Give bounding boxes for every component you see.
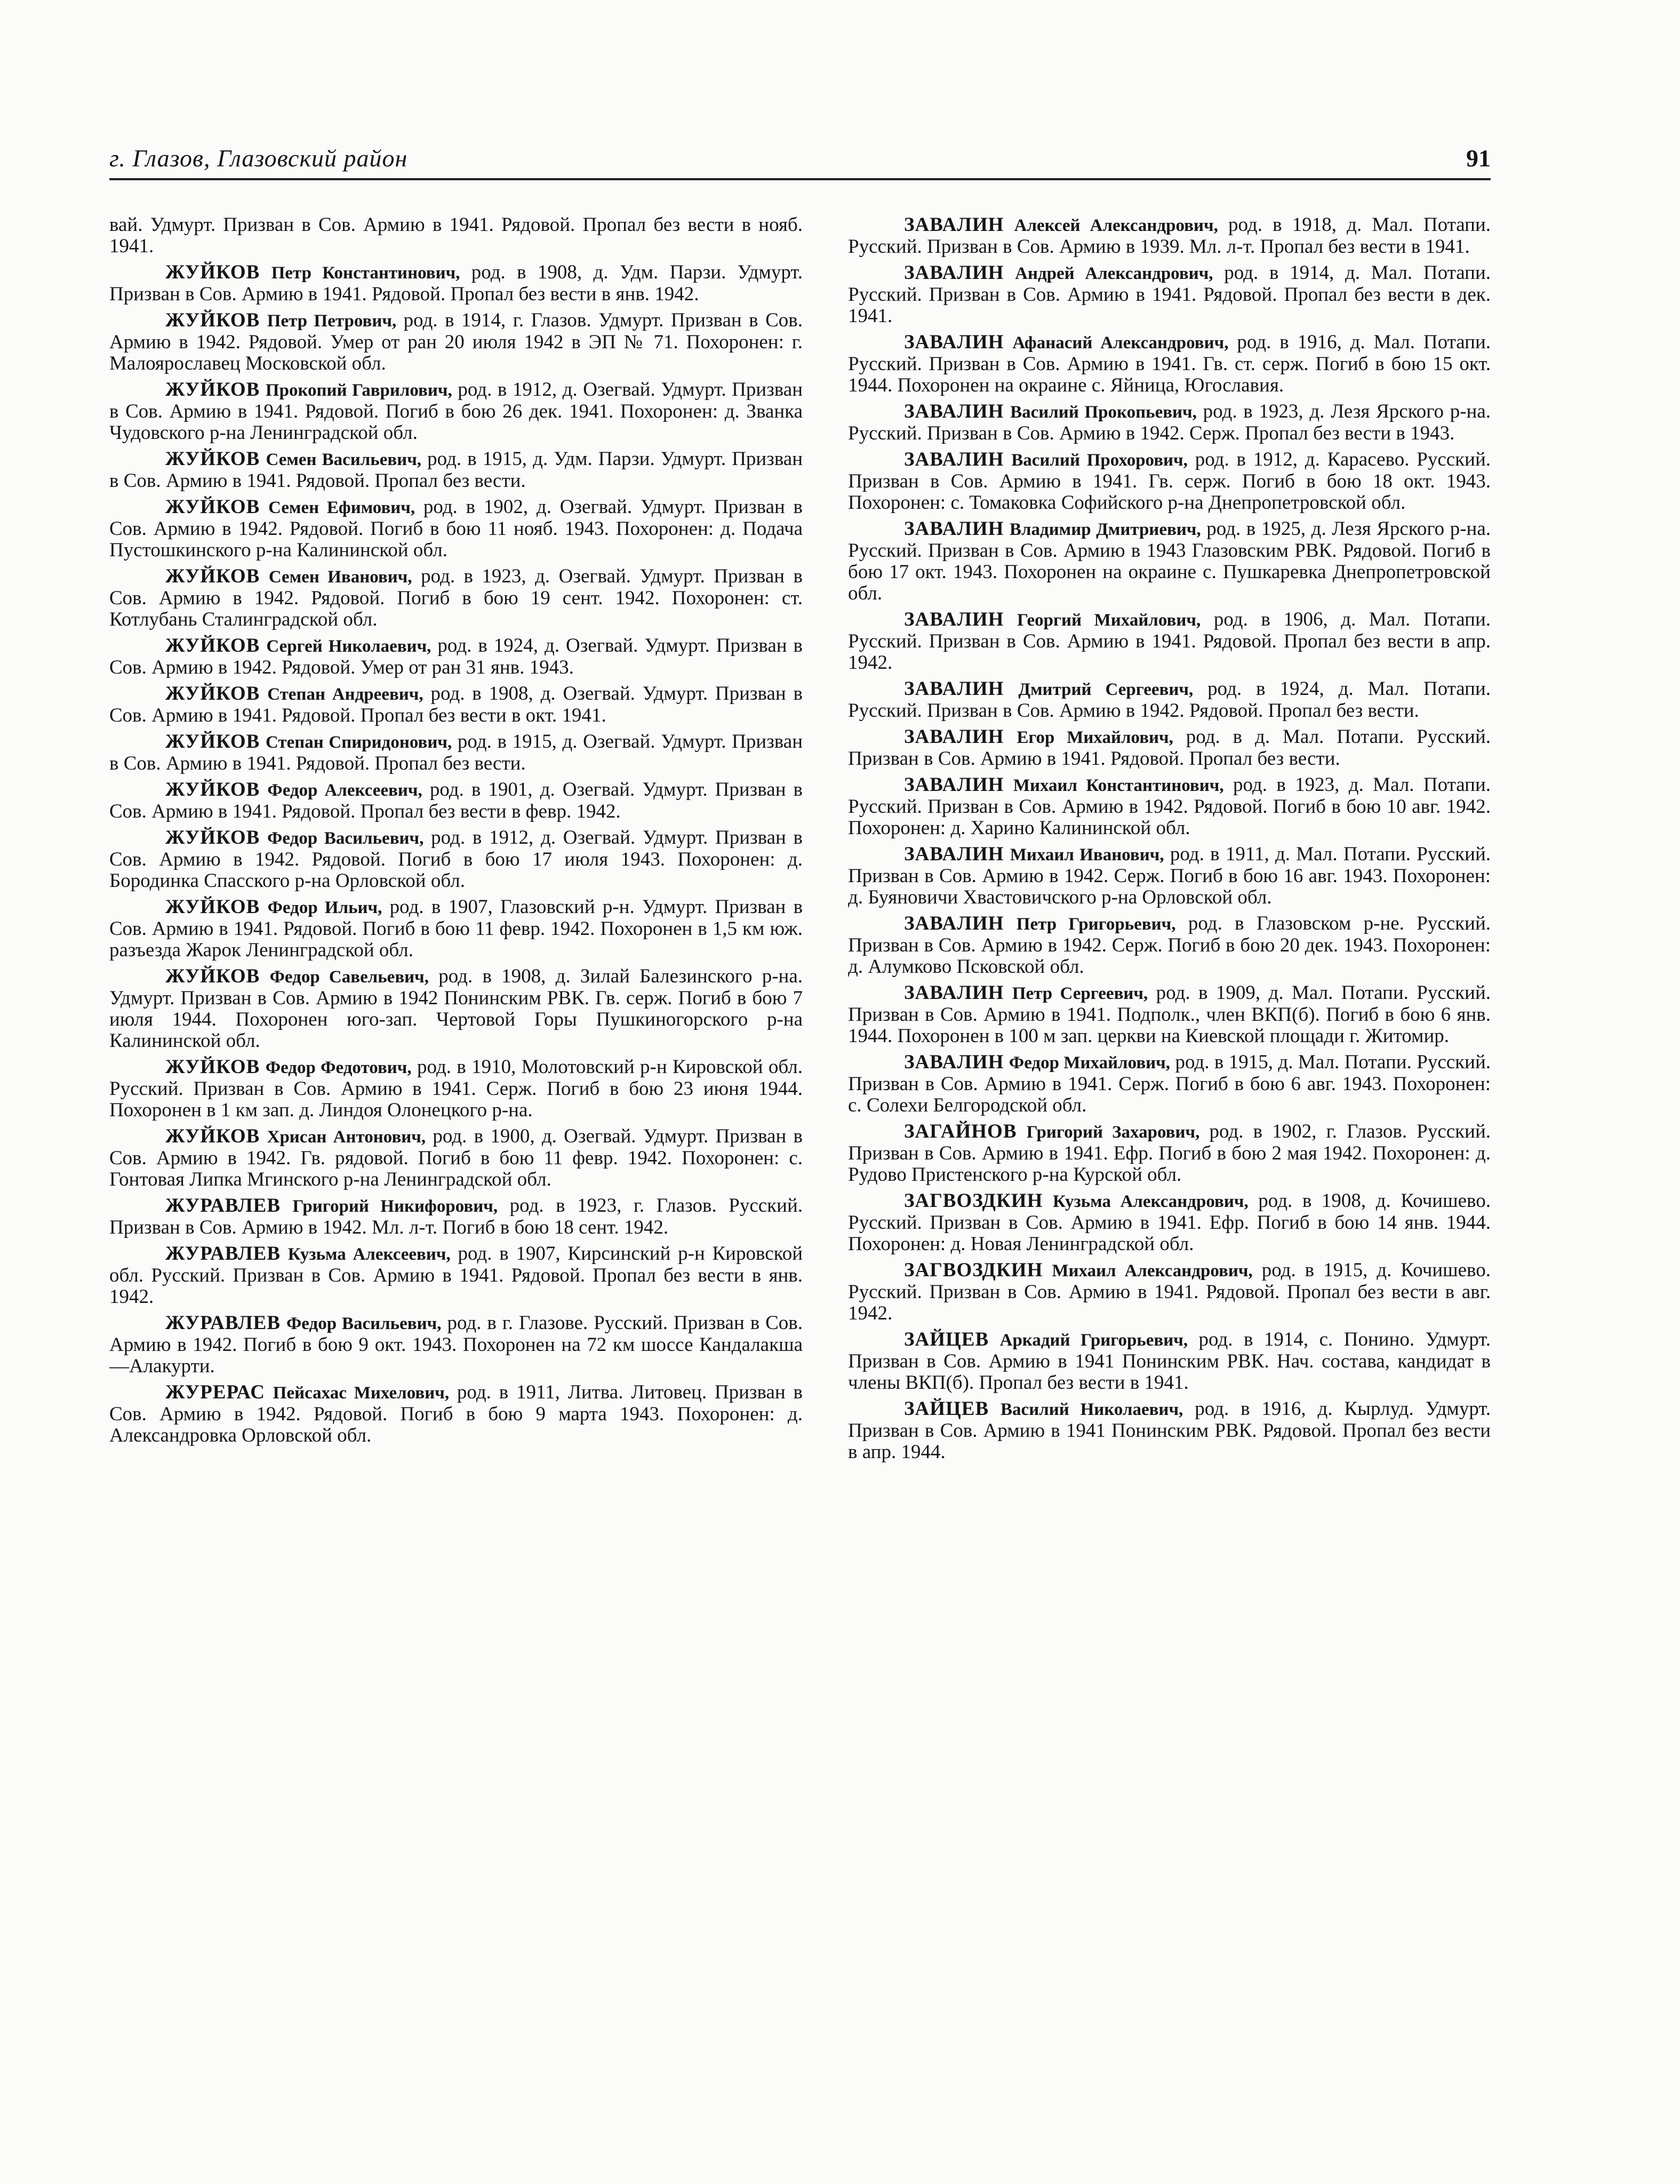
given-names: Василий Прокопьевич, — [1010, 403, 1197, 422]
entry-text: род. в 1907, Глазовский р-н. Удмурт. Призван в Сов. Армию в 1941. Рядовой. Погиб в бою 11 февр. 1942. Похоронен в 1,5 км юж. разъезда Жарок Ленинградской обл. — [109, 896, 803, 961]
given-names: Сергей Николаевич, — [266, 637, 431, 656]
entry-text: род. в г. Глазове. Русский. Призван в Сов. Армию в 1942. Погиб в бою 9 окт. 1943. Похоронен на 72 км шоссе Кандалакша—Алакурти. — [109, 1312, 803, 1377]
entry-text: род. в 1923, д. Лезя Ярского р-на. Русский. Призван в Сов. Армию в 1942. Серж. Пропал без вести в 1943. — [848, 401, 1491, 444]
page-header — [109, 144, 1491, 180]
entry-text: род. в 1914, д. Мал. Потапи. Русский. Призван в Сов. Армию в 1941. Рядовой. Пропал без вести в дек. 1941. — [848, 262, 1491, 327]
surname: ЗАЙЦЕВ — [904, 1329, 989, 1350]
surname: ЗАВАЛИН — [904, 843, 1004, 865]
entry-text: род. в 1914, с. Понино. Удмурт. Призван в Сов. Армию в 1941 Понинским РВК. Нач. состава, кандидат в члены ВКП(б). Пропал без вести в 1941. — [848, 1329, 1491, 1394]
surname: ЗАВАЛИН — [904, 982, 1004, 1004]
entry-text: род. в 1900, д. Озегвай. Удмурт. Призван в Сов. Армию в 1942. Гв. рядовой. Погиб в бою 11 февр. 1942. Похоронен: с. Гонтовая Липка Мгинского р-на Ленинградской обл. — [109, 1125, 803, 1190]
entry-text: род. в 1914, г. Глазов. Удмурт. Призван в Сов. Армию в 1942. Рядовой. Умер от ран 20 июля 1942 в ЭП № 71. Похоронен: г. Малоярославец Московской обл. — [109, 309, 803, 374]
given-names: Петр Константинович, — [271, 263, 460, 283]
surname: ЖУЙКОВ — [165, 448, 260, 470]
surname: ЖУЙКОВ — [165, 635, 260, 657]
surname: ЖУЙКОВ — [165, 309, 260, 331]
given-names: Григорий Никифорович, — [292, 1197, 498, 1216]
surname: ЗАВАЛИН — [904, 262, 1004, 284]
given-names: Семен Ефимович, — [268, 498, 415, 517]
surname: ЗАВАЛИН — [904, 518, 1004, 540]
right-column — [848, 214, 1491, 1468]
given-names: Федор Савельевич, — [269, 967, 429, 987]
entry-text: род. в 1902, д. Озегвай. Удмурт. Призван в Сов. Армию в 1942. Рядовой. Погиб в бою 11 нояб. 1943. Похоронен: д. Подача Пустошкинского р-на Калининской обл. — [109, 496, 803, 561]
list-item — [848, 1329, 1491, 1394]
entry-text: род. в 1923, д. Мал. Потапи. Русский. Призван в Сов. Армию в 1942. Рядовой. Погиб в бою 10 авг. 1942. Похоронен: д. Харино Калининской обл. — [848, 774, 1491, 839]
given-names: Михаил Иванович, — [1010, 845, 1164, 865]
entry-text: род. в 1912, д. Озегвай. Удмурт. Призван в Сов. Армию в 1941. Рядовой. Погиб в бою 26 дек. 1941. Похоронен: д. Званка Чудовского р-на Ленинградской обл. — [109, 379, 803, 444]
surname: ЗАВАЛИН — [904, 774, 1004, 796]
entry-text: род. в 1923, д. Озегвай. Удмурт. Призван в Сов. Армию в 1942. Рядовой. Погиб в бою 19 сент. 1942. Похоронен: ст. Котлубань Сталинградской обл. — [109, 565, 803, 630]
list-item — [109, 1243, 803, 1308]
surname: ЗАВАЛИН — [904, 1051, 1004, 1073]
surname: ЗАВАЛИН — [904, 449, 1004, 470]
list-item — [109, 897, 803, 961]
list-item — [109, 966, 803, 1052]
list-item — [848, 518, 1491, 604]
surname: ЖУЙКОВ — [165, 565, 260, 587]
running-title: г. Глазов, Глазовский район — [109, 145, 408, 172]
surname: ЗАГВОЗДКИН — [904, 1259, 1043, 1281]
given-names: Федор Ильич, — [267, 898, 382, 917]
list-item — [109, 1195, 803, 1238]
given-names: Пейсахас Михелович, — [273, 1383, 450, 1403]
entry-text: род. в д. Мал. Потапи. Русский. Призван в Сов. Армию в 1941. Рядовой. Пропал без вести. — [848, 726, 1491, 770]
list-item — [109, 1126, 803, 1190]
entry-text: род. в 1912, д. Озегвай. Удмурт. Призван в Сов. Армию в 1942. Рядовой. Погиб в бою 17 июля 1943. Похоронен: д. Бородинка Спасского р-на Орловской обл. — [109, 827, 803, 892]
surname: ЖУЙКОВ — [165, 379, 260, 401]
surname: ЗАВАЛИН — [904, 726, 1004, 748]
list-item — [109, 379, 803, 444]
surname: ЖУЙКОВ — [165, 1056, 260, 1078]
surname: ЖУРАВЛЕВ — [165, 1243, 281, 1265]
given-names: Федор Федотович, — [265, 1058, 412, 1077]
entry-text: род. в 1915, д. Озегвай. Удмурт. Призван в Сов. Армию в 1941. Рядовой. Пропал без вести. — [109, 731, 803, 774]
entry-text: род. в 1910, Молотовский р-н Кировской обл. Русский. Призван в Сов. Армию в 1941. Серж. Погиб в бою 23 июня 1944. Похоронен в 1 км зап. д. Линдоя Олонецкого р-на. — [109, 1056, 803, 1121]
given-names: Федор Васильевич, — [286, 1314, 442, 1333]
surname: ЖУЙКОВ — [165, 965, 260, 987]
entry-text: род. в 1901, д. Озегвай. Удмурт. Призван в Сов. Армию в 1941. Рядовой. Пропал без вести в февр. 1942. — [109, 779, 803, 822]
given-names: Петр Григорьевич, — [1016, 915, 1176, 934]
given-names: Кузьма Александрович, — [1052, 1192, 1249, 1211]
list-item — [848, 1398, 1491, 1463]
given-names: Хрисан Антонович, — [267, 1127, 426, 1147]
list-item — [109, 731, 803, 774]
list-item — [109, 1382, 803, 1446]
entry-text: род. в 1908, д. Кочишево. Русский. Призван в Сов. Армию в 1941. Ефр. Погиб в бою 14 янв. 1944. Похоронен: д. Новая Ленинградской обл. — [848, 1190, 1491, 1255]
surname: ЖУРЕРАС — [165, 1381, 265, 1403]
list-item — [109, 827, 803, 892]
surname: ЗАГАЙНОВ — [904, 1121, 1017, 1142]
given-names: Андрей Александрович, — [1015, 264, 1213, 283]
list-item — [109, 683, 803, 726]
surname: ЗАВАЛИН — [904, 401, 1004, 422]
entry-text: род. в 1924, д. Мал. Потапи. Русский. Призван в Сов. Армию в 1942. Рядовой. Пропал без вести. — [848, 678, 1491, 722]
list-item — [848, 609, 1491, 674]
given-names: Георгий Михайлович, — [1017, 611, 1201, 630]
entry-text: род. в 1925, д. Лезя Ярского р-на. Русский. Призван в Сов. Армию в 1943 Глазовским РВК. Рядовой. Погиб в бою 17 окт. 1943. Похоронен на окраине с. Пушкаревка Днепропетровской обл. — [848, 518, 1491, 604]
surname: ЗАВАЛИН — [904, 913, 1004, 934]
given-names: Василий Николаевич, — [1001, 1400, 1183, 1419]
surname: ЗАГВОЗДКИН — [904, 1190, 1043, 1212]
given-names: Федор Васильевич, — [267, 829, 424, 848]
entry-text: вай. Удмурт. Призван в Сов. Армию в 1941. Рядовой. Пропал без вести в нояб. 1941. — [109, 214, 803, 257]
entry-text: род. в 1906, д. Мал. Потапи. Русский. Призван в Сов. Армию в 1941. Рядовой. Пропал без вести в апр. 1942. — [848, 609, 1491, 674]
left-column — [109, 214, 803, 1451]
surname: ЖУРАВЛЕВ — [165, 1312, 281, 1334]
given-names: Петр Сергеевич, — [1012, 984, 1148, 1003]
entry-text: род. в 1916, д. Кырлуд. Удмурт. Призван в Сов. Армию в 1941 Понинским РВК. Рядовой. Пропал без вести в апр. 1944. — [848, 1398, 1491, 1463]
given-names: Дмитрий Сергеевич, — [1018, 680, 1194, 699]
surname: ЗАВАЛИН — [904, 609, 1004, 630]
given-names: Егор Михайлович, — [1017, 728, 1173, 747]
given-names: Семен Васильевич, — [266, 450, 422, 469]
given-names: Михаил Александрович, — [1052, 1261, 1253, 1281]
list-item — [848, 1260, 1491, 1324]
page-number: 91 — [1466, 145, 1491, 172]
given-names: Аркадий Григорьевич, — [999, 1331, 1188, 1350]
list-item — [848, 449, 1491, 514]
surname: ЖУЙКОВ — [165, 1125, 260, 1147]
list-item — [848, 982, 1491, 1047]
list-item — [848, 1052, 1491, 1116]
given-names: Афанасий Александрович, — [1012, 333, 1229, 353]
surname: ЖУЙКОВ — [165, 496, 260, 518]
entry-text: род. в 1912, д. Карасево. Русский. Призван в Сов. Армию в 1941. Гв. серж. Погиб в бою 18 окт. 1943. Похоронен: с. Томаковка Софийского р-на Днепропетровской обл. — [848, 449, 1491, 514]
list-item — [848, 1121, 1491, 1186]
entry-text: род. в 1915, д. Кочишево. Русский. Призван в Сов. Армию в 1941. Рядовой. Пропал без вести в авг. 1942. — [848, 1259, 1491, 1324]
list-item — [109, 262, 803, 305]
entry-text: род. в 1902, г. Глазов. Русский. Призван в Сов. Армию в 1941. Ефр. Погиб в бою 2 мая 1942. Похоронен: д. Рудово Пристенского р-на Курской обл. — [848, 1121, 1491, 1186]
entry-text: род. в 1918, д. Мал. Потапи. Русский. Призван в Сов. Армию в 1939. Мл. л-т. Пропал без вести в 1941. — [848, 214, 1491, 258]
list-item — [109, 449, 803, 492]
surname: ЗАВАЛИН — [904, 214, 1004, 236]
given-names: Петр Петрович, — [267, 311, 397, 331]
given-names: Владимир Дмитриевич, — [1010, 520, 1201, 539]
entry-text: род. в 1908, д. Удм. Парзи. Удмурт. Призван в Сов. Армию в 1941. Рядовой. Пропал без вести в янв. 1942. — [109, 261, 803, 305]
list-item — [848, 332, 1491, 396]
list-item — [109, 1313, 803, 1377]
list-item — [848, 1190, 1491, 1255]
entry-text: род. в Глазовском р-не. Русский. Призван в Сов. Армию в 1942. Серж. Погиб в бою 20 дек. 1943. Похоронен: д. Алумково Псковской обл. — [848, 913, 1491, 978]
surname: ЗАВАЛИН — [904, 331, 1004, 353]
given-names: Федор Михайлович, — [1009, 1053, 1171, 1073]
surname: ЖУРАВЛЕВ — [165, 1195, 281, 1217]
given-names: Степан Андреевич, — [267, 685, 423, 704]
entry-text: род. в 1907, Кирсинский р-н Кировской обл. Русский. Призван в Сов. Армию в 1941. Рядовой. Пропал без вести в янв. 1942. — [109, 1243, 803, 1308]
list-item — [848, 401, 1491, 444]
list-item — [848, 678, 1491, 722]
list-item — [109, 635, 803, 678]
given-names: Михаил Константинович, — [1013, 776, 1224, 795]
entry-text: род. в 1924, д. Озегвай. Удмурт. Призван в Сов. Армию в 1942. Рядовой. Умер от ран 31 янв. 1943. — [109, 635, 803, 678]
entry-text: род. в 1911, д. Мал. Потапи. Русский. Призван в Сов. Армию в 1942. Серж. Погиб в бою 16 авг. 1943. Похоронен: д. Буяновичи Хвастовичского р-на Орловской обл. — [848, 843, 1491, 908]
list-item-continuation — [109, 214, 803, 257]
entry-text: род. в 1911, Литва. Литовец. Призван в Сов. Армию в 1942. Рядовой. Погиб в бою 9 марта 1943. Похоронен: д. Александровка Орловской обл. — [109, 1381, 803, 1446]
entry-text: род. в 1908, д. Озегвай. Удмурт. Призван в Сов. Армию в 1941. Рядовой. Пропал без вести в окт. 1941. — [109, 683, 803, 726]
list-item — [109, 1057, 803, 1121]
given-names: Степан Спиридонович, — [266, 733, 452, 752]
given-names: Федор Алексеевич, — [267, 781, 422, 800]
surname: ЗАЙЦЕВ — [904, 1398, 989, 1420]
entry-text: род. в 1923, г. Глазов. Русский. Призван в Сов. Армию в 1942. Мл. л-т. Погиб в бою 18 сент. 1942. — [109, 1195, 803, 1238]
list-item — [848, 913, 1491, 978]
given-names: Григорий Захарович, — [1026, 1123, 1200, 1142]
surname: ЖУЙКОВ — [165, 731, 260, 753]
entry-text: род. в 1915, д. Мал. Потапи. Русский. Призван в Сов. Армию в 1941. Серж. Погиб в бою 6 авг. 1943. Похоронен: с. Солехи Белгородской обл. — [848, 1051, 1491, 1116]
list-item — [109, 779, 803, 822]
list-item — [109, 566, 803, 630]
given-names: Алексей Александрович, — [1014, 216, 1218, 235]
entry-text: род. в 1916, д. Мал. Потапи. Русский. Призван в Сов. Армию в 1941. Гв. ст. серж. Погиб в бою 15 окт. 1944. Похоронен на окраине с. Яйница, Югославия. — [848, 331, 1491, 396]
surname: ЗАВАЛИН — [904, 678, 1004, 700]
surname: ЖУЙКОВ — [165, 827, 260, 849]
list-item — [109, 310, 803, 374]
given-names: Прокопий Гаврилович, — [265, 381, 452, 400]
list-item — [848, 262, 1491, 327]
surname: ЖУЙКОВ — [165, 261, 260, 283]
entry-text: род. в 1908, д. Зилай Балезинского р-на. Удмурт. Призван в Сов. Армию в 1942 Понинским РВК. Гв. серж. Погиб в бою 7 июля 1944. Похоронен юго-зап. Чертовой Горы Пушкиногорского р-на Калининской обл. — [109, 965, 803, 1052]
list-item — [109, 497, 803, 561]
surname: ЖУЙКОВ — [165, 896, 260, 918]
list-item — [848, 774, 1491, 839]
surname: ЖУЙКОВ — [165, 683, 260, 705]
entry-text: род. в 1915, д. Удм. Парзи. Удмурт. Призван в Сов. Армию в 1941. Рядовой. Пропал без вести. — [109, 448, 803, 492]
surname: ЖУЙКОВ — [165, 779, 260, 801]
list-item — [848, 214, 1491, 258]
entry-text: род. в 1909, д. Мал. Потапи. Русский. Призван в Сов. Армию в 1941. Подполк., член ВКП(б). Погиб в бою 6 янв. 1944. Похоронен в 100 м зап. церкви на Киевской площади г. Житомир. — [848, 982, 1491, 1047]
given-names: Кузьма Алексеевич, — [287, 1245, 451, 1264]
list-item — [848, 726, 1491, 770]
list-item — [848, 844, 1491, 908]
given-names: Семен Иванович, — [268, 567, 412, 587]
given-names: Василий Прохорович, — [1011, 451, 1188, 470]
